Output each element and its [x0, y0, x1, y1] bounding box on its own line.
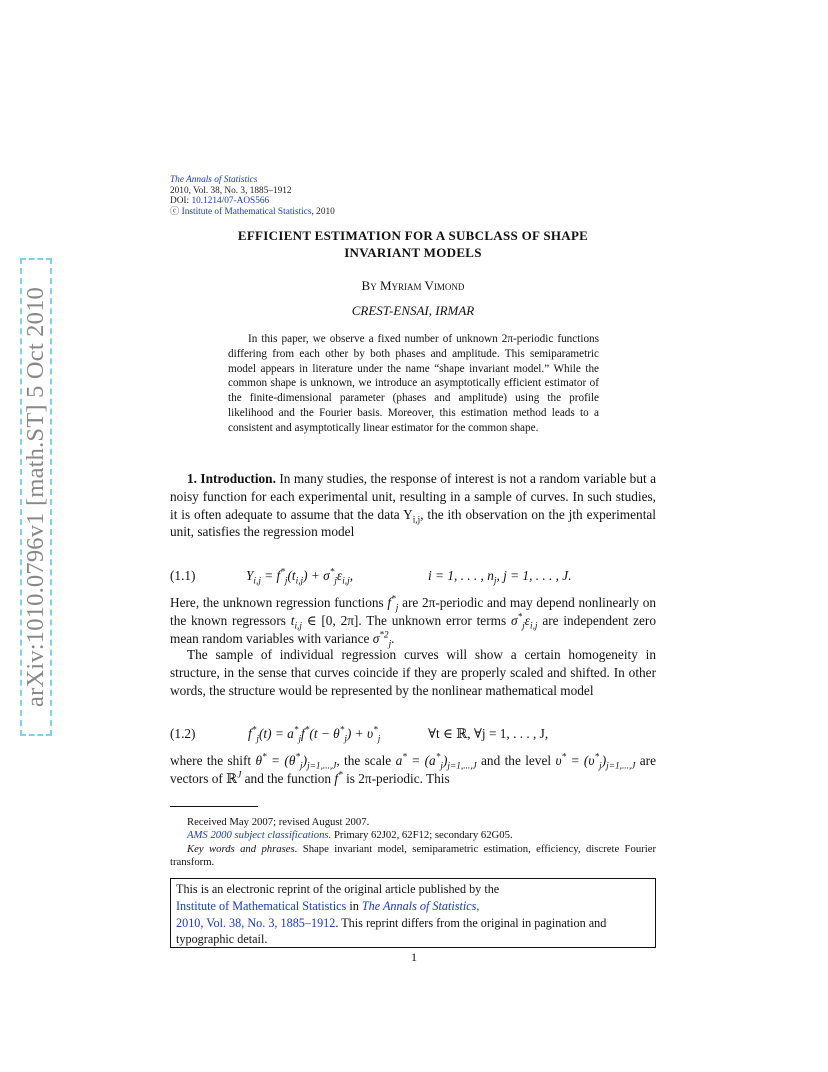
copyright-line: ⓒ Institute of Mathematical Statistics, 2010: [170, 206, 335, 217]
equation-number: (1.2): [170, 726, 196, 741]
intro-paragraph-3: The sample of individual regression curves will show a certain homogeneity in structure, in the sense that curves coincide if they are properly scaled and shifted. In other words, the structure would be represented by the nonlinear mathematical model: [170, 647, 656, 698]
arxiv-identifier: arXiv:1010.0796v1 [math.ST] 5 Oct 2010: [22, 287, 49, 707]
equation-condition: i = 1, . . . , $n_j$, j = 1, . . . , J.: [428, 568, 572, 587]
equation-expression: $f^*_j(t) = a^*_jf^*(t - \theta^*_j) + \upsilon^*_j$: [248, 725, 381, 745]
author-name: Myriam Vimond: [379, 278, 465, 293]
keywords: Key words and phrases. Shape invariant model, semiparametric estimation, efficiency, discrete Fourier transform.: [170, 843, 657, 869]
section-heading: 1. Introduction.: [187, 471, 276, 486]
publisher-link[interactable]: Institute of Mathematical Statistics: [181, 206, 312, 217]
ams-link[interactable]: AMS 2000 subject classifications.: [187, 829, 332, 841]
equation-1-2: [170, 726, 656, 744]
intro-paragraph-2: Here, the unknown regression functions $f^*_j$ are 2π-periodic and may depend nonlinearly on the known regressors $t_{i,j}$ ∈ [0, 2π]. The unknown error terms $\sigma^*_j\varepsilon_{i,j}$ are independent zero mean random variables with variance $\sigma^{*2}_j$.: [170, 594, 657, 650]
doi-line: DOI: 10.1214/07-AOS566: [170, 196, 270, 206]
intro-paragraph-4: where the shift $\theta^* = (\theta^*_j)_{j=1,...,J}$, the scale $a^* = (a^*_j)_{j=1,...,J}$ and the level $\upsilon^* = (\upsilon^*_j)_{j=1,...,J}$ are vectors of ℝ$^J$ and the function f* is 2π-periodic. This: [170, 752, 657, 786]
equation-condition: ∀t ∈ ℝ, ∀j = 1, . . . , J,: [428, 726, 549, 741]
author-line: [150, 278, 676, 294]
doi-link[interactable]: 10.1214/07-AOS566: [191, 196, 270, 206]
ams-classification: AMS 2000 subject classifications. Primary 62J02, 62F12; secondary 62G05.: [187, 829, 513, 841]
citation-link[interactable]: 2010, Vol. 38, No. 3, 1885–1912: [176, 915, 336, 930]
ims-link[interactable]: Institute of Mathematical Statistics: [176, 898, 347, 913]
reprint-notice: This is an electronic reprint of the original article published by the Institute of Mathematical Statistics in The Annals of Statistics, 2010, Vol. 38, No. 3, 1885–1912. This reprint differs from the original in pagination and typographic detail.: [170, 878, 656, 948]
page-number: 1: [411, 950, 417, 964]
abstract: In this paper, we observe a fixed number of unknown 2π-periodic functions differing from each other by both phases and amplitude. This semiparametric model appears in literature under the name “shape invariant model.” While the common shape is unknown, we introduce an asymptotically efficient estimator of the finite-dimensional parameter (phases and amplitude) using the profile likelihood and the Fourier basis. Moreover, this estimation method leads to a consistent and asymptotically linear estimator for the common shape.: [228, 333, 599, 434]
equation-number: (1.1): [170, 568, 196, 583]
journal-link[interactable]: The Annals of Statistics: [361, 898, 477, 913]
author-prefix: By: [361, 278, 377, 293]
equation-expression: $Y_{i,j} = f^*_j(t_{i,j}) + \sigma^*_j\varepsilon_{i,j}$,: [246, 567, 354, 587]
journal-volume: 2010, Vol. 38, No. 3, 1885–1912: [170, 185, 292, 196]
received-note: Received May 2007; revised August 2007.: [187, 816, 370, 828]
equation-1-1: [170, 568, 656, 586]
affiliation: CREST-ENSAI, IRMAR: [351, 303, 475, 318]
journal-name[interactable]: The Annals of Statistics: [170, 175, 258, 185]
paper-title: EFFICIENT ESTIMATION FOR A SUBCLASS OF SHAPE INVARIANT MODELS: [237, 228, 589, 260]
copyright-symbol: ⓒ: [170, 206, 180, 217]
arxiv-stamp: [20, 258, 52, 736]
journal-header: [170, 175, 335, 217]
intro-paragraph-1: 1. Introduction. In many studies, the response of interest is not a random variable but a noisy function for each experimental unit, resulting in a sample of curves. In such studies, it is often adequate to assume that the data $Y_{i,j}$, the ith observation on the jth experimental unit, satisfies the regression model: [170, 471, 657, 540]
footnote-rule: [170, 806, 258, 807]
